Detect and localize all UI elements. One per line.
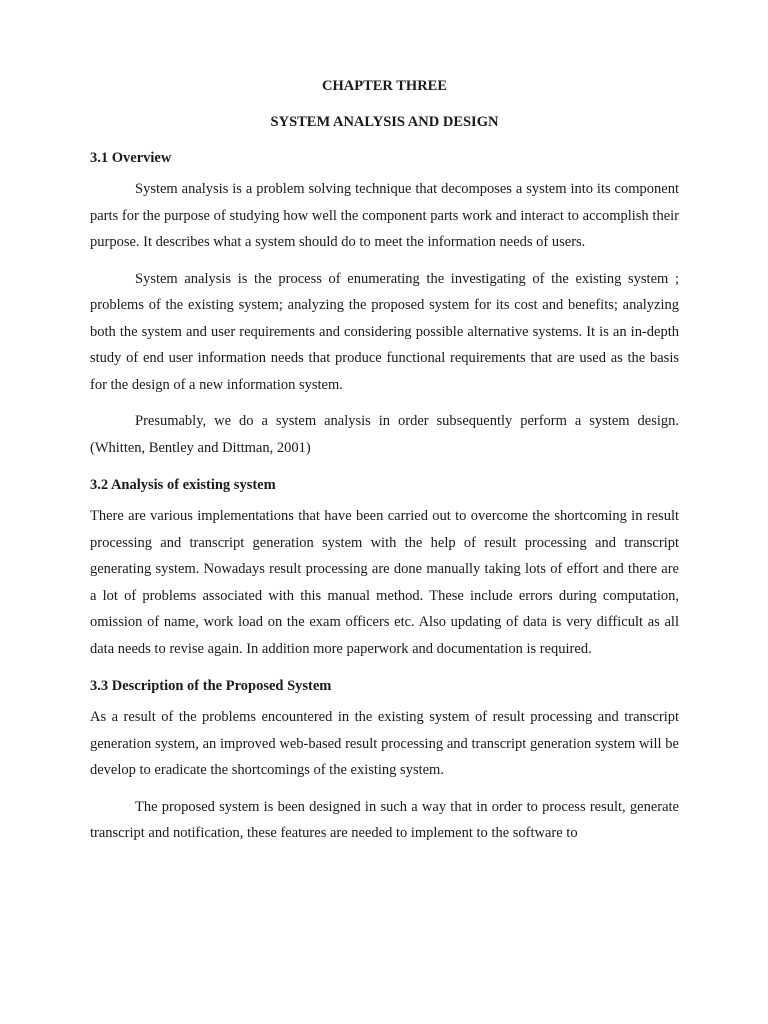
section-heading-overview: 3.1 Overview (90, 150, 172, 166)
existing-system-paragraph-1: There are various implementations that have been carried out to overcome the shortcoming in result processing and transcript generation system with the help of result processing and transcript generating system. Nowadays result processing are done manually taking lots of effort and there are a lot of problems associated with this manual method. These include errors during computation, omission of name, work load on the exam officers etc. Also updating of data is very difficult as all data needs to revise again. In addition more paperwork and documentation is required. (90, 508, 679, 657)
proposed-system-paragraph-1: As a result of the problems encountered in the existing system of result processing and transcript generation system, an improved web-based result processing and transcript generation system will be develop to eradicate the shortcomings of the existing system. (90, 709, 679, 778)
overview-paragraph-1: System analysis is a problem solving technique that decomposes a system into its component parts for the purpose of studying how well the component parts work and interact to accomplish their purpose. It describes what a system should do to meet the information needs of users. (90, 181, 679, 250)
chapter-title: SYSTEM ANALYSIS AND DESIGN (270, 114, 499, 130)
section-heading-proposed-system: 3.3 Description of the Proposed System (90, 678, 332, 694)
proposed-system-paragraph-2: The proposed system is been designed in such a way that in order to process result, generate transcript and notification, these features are needed to implement to the software to (90, 798, 679, 841)
chapter-label: CHAPTER THREE (321, 78, 448, 94)
overview-paragraph-3: Presumably, we do a system analysis in order subsequently perform a system design. (Whitten, Bentley and Dittman, 2001) (90, 413, 679, 456)
overview-paragraph-2: System analysis is the process of enumerating the investigating of the existing system ; problems of the existing system; analyzing the proposed system for its cost and benefits; analyzing both the system and user requirements and considering possible alternative systems. It is an in-depth study of end user information needs that produce functional requirements that are used as the basis for the design of a new information system. (90, 270, 679, 393)
section-heading-existing-system: 3.2 Analysis of existing system (90, 477, 276, 493)
